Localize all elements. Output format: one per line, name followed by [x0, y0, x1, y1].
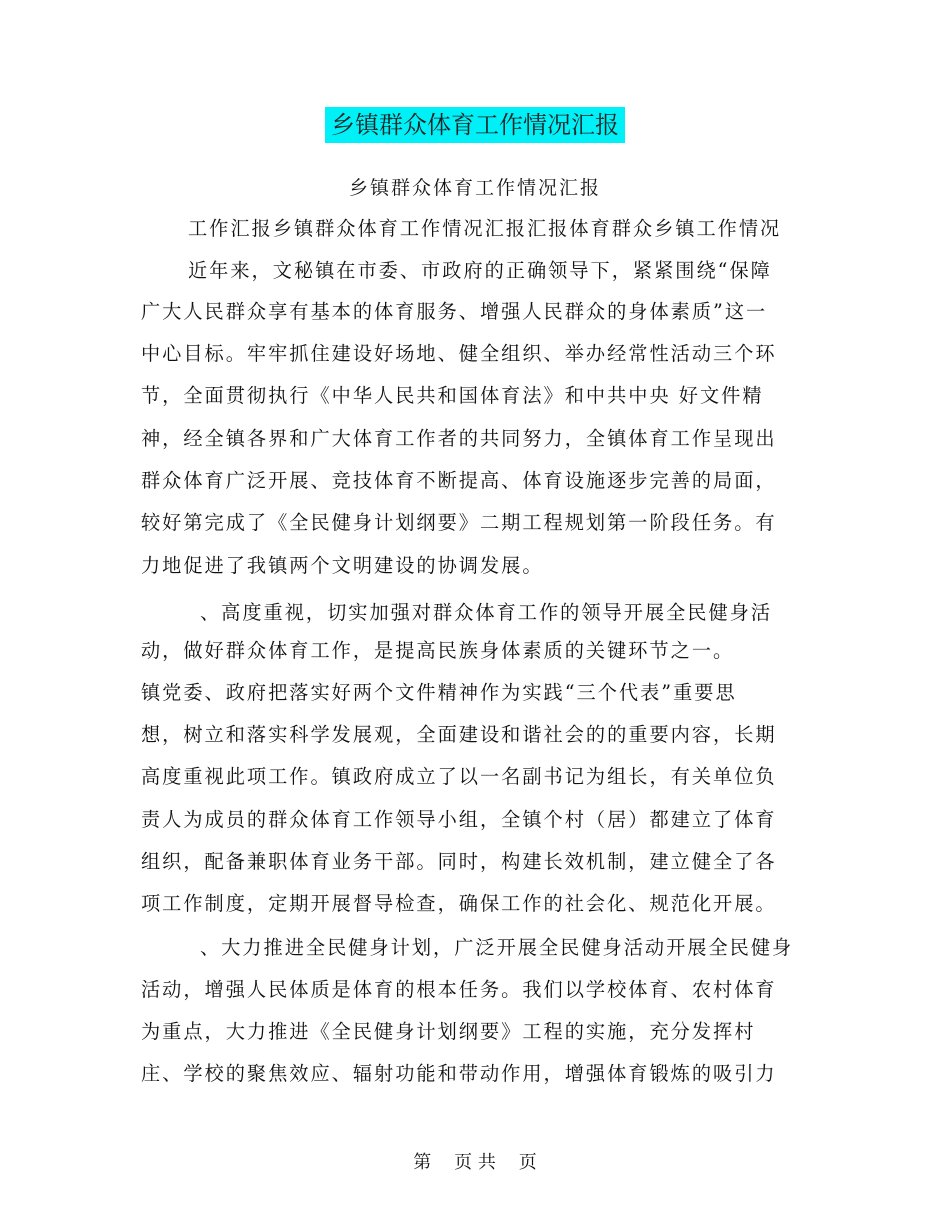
document-title: 乡镇群众体育工作情况汇报 — [325, 107, 625, 143]
paragraph-line: 近年来，文秘镇在市委、市政府的正确领导下，紧紧围绕“保障 — [188, 259, 772, 282]
paragraph-line: 较好第完成了《全民健身计划纲要》二期工程规划第一阶段任务。有 — [141, 511, 777, 534]
paragraph-line: 项工作制度，定期开展督导检查，确保工作的社会化、规范化开展。 — [141, 892, 777, 915]
document-subtitle: 乡镇群众体育工作情况汇报 — [348, 177, 601, 199]
paragraph-line: 庄、学校的聚焦效应、辐射功能和带动作用，增强体育锻炼的吸引力 — [141, 1062, 777, 1085]
paragraph-line: 神，经全镇各界和广大体育工作者的共同努力，全镇体育工作呈现出 — [141, 427, 777, 450]
paragraph-line: 活动，增强人民体质是体育的根本任务。我们以学校体育、农村体育 — [141, 978, 777, 1001]
paragraph-line: 群众体育广泛开展、竞技体育不断提高、体育设施逐步完善的局面， — [141, 469, 777, 492]
paragraph-line: 责人为成员的群众体育工作领导小组，全镇个村（居）都建立了体育 — [141, 808, 777, 831]
page-footer: 第 页 共 页 — [413, 1152, 537, 1173]
paragraph-line: 节，全面贯彻执行《中华人民共和国体育法》和中共中央 好文件精 — [141, 384, 764, 407]
paragraph-line: 动，做好群众体育工作，是提高民族身体素质的关键环节之一。 — [141, 639, 735, 662]
paragraph-line: 镇党委、政府把落实好两个文件精神作为实践“三个代表”重要思 — [141, 681, 737, 704]
paragraph-line: 组织，配备兼职体育业务干部。同时，构建长效机制，建立健全了各 — [141, 850, 777, 873]
paragraph-line: 、大力推进全民健身计划，广泛开展全民健身活动开展全民健身 — [200, 936, 794, 959]
paragraph-line: 、高度重视，切实加强对群众体育工作的领导开展全民健身活 — [200, 601, 773, 624]
paragraph-line: 力地促进了我镇两个文明建设的协调发展。 — [141, 554, 544, 577]
paragraph-line: 想，树立和落实科学发展观，全面建设和谐社会的的重要内容，长期 — [141, 723, 777, 746]
paragraph-line: 中心目标。牢牢抓住建设好场地、健全组织、举办经常性活动三个环 — [141, 342, 777, 365]
paragraph-line: 为重点，大力推进《全民健身计划纲要》工程的实施，充分发挥村 — [141, 1020, 756, 1043]
paragraph-line: 工作汇报乡镇群众体育工作情况汇报汇报体育群众乡镇工作情况 — [188, 217, 782, 240]
paragraph-line: 高度重视此项工作。镇政府成立了以一名副书记为组长，有关单位负 — [141, 765, 777, 788]
paragraph-line: 广大人民群众享有基本的体育服务、增强人民群众的身体素质”这一 — [141, 300, 768, 323]
